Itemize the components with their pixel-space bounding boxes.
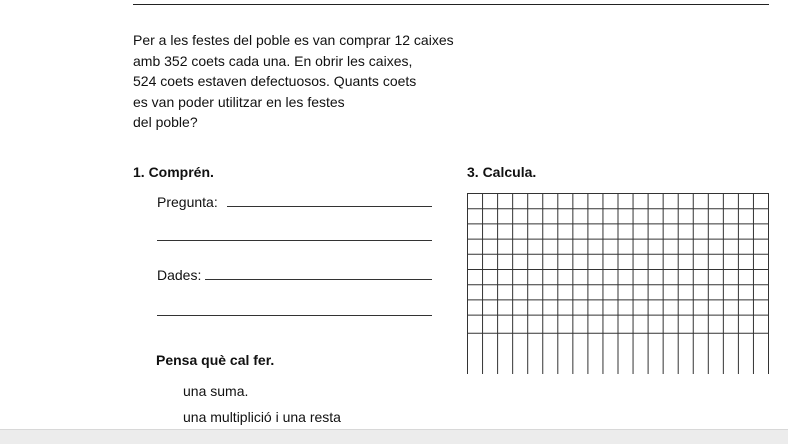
problem-line: amb 352 coets cada una. En obrir les caixes, <box>133 52 413 69</box>
top-rule <box>133 4 769 5</box>
bottom-bar <box>0 429 788 444</box>
think-heading: Pensa què cal fer. <box>156 352 275 368</box>
option-multiplication-subtraction: una multiplició i una resta <box>183 409 341 425</box>
option-sum: una suma. <box>183 383 249 399</box>
data-answer-line[interactable] <box>205 279 432 280</box>
section-1-heading: 1. Comprén. <box>133 164 214 180</box>
question-answer-line[interactable] <box>227 206 432 207</box>
problem-line: 524 coets estaven defectuosos. Quants coets <box>133 73 417 89</box>
problem-line: Per a les festes del poble es van comprar 12 caixes <box>133 32 454 48</box>
question-answer-line-2[interactable] <box>157 240 432 241</box>
problem-line: es van poder utilitzar en les festes <box>133 93 345 110</box>
data-answer-line-2[interactable] <box>157 315 432 316</box>
problem-line: del poble? <box>133 114 198 130</box>
calculation-grid[interactable] <box>467 193 769 375</box>
question-label: Pregunta: <box>157 194 218 210</box>
data-label: Dades: <box>157 267 202 283</box>
problem-statement <box>133 30 493 133</box>
section-3-heading: 3. Calcula. <box>467 164 537 180</box>
